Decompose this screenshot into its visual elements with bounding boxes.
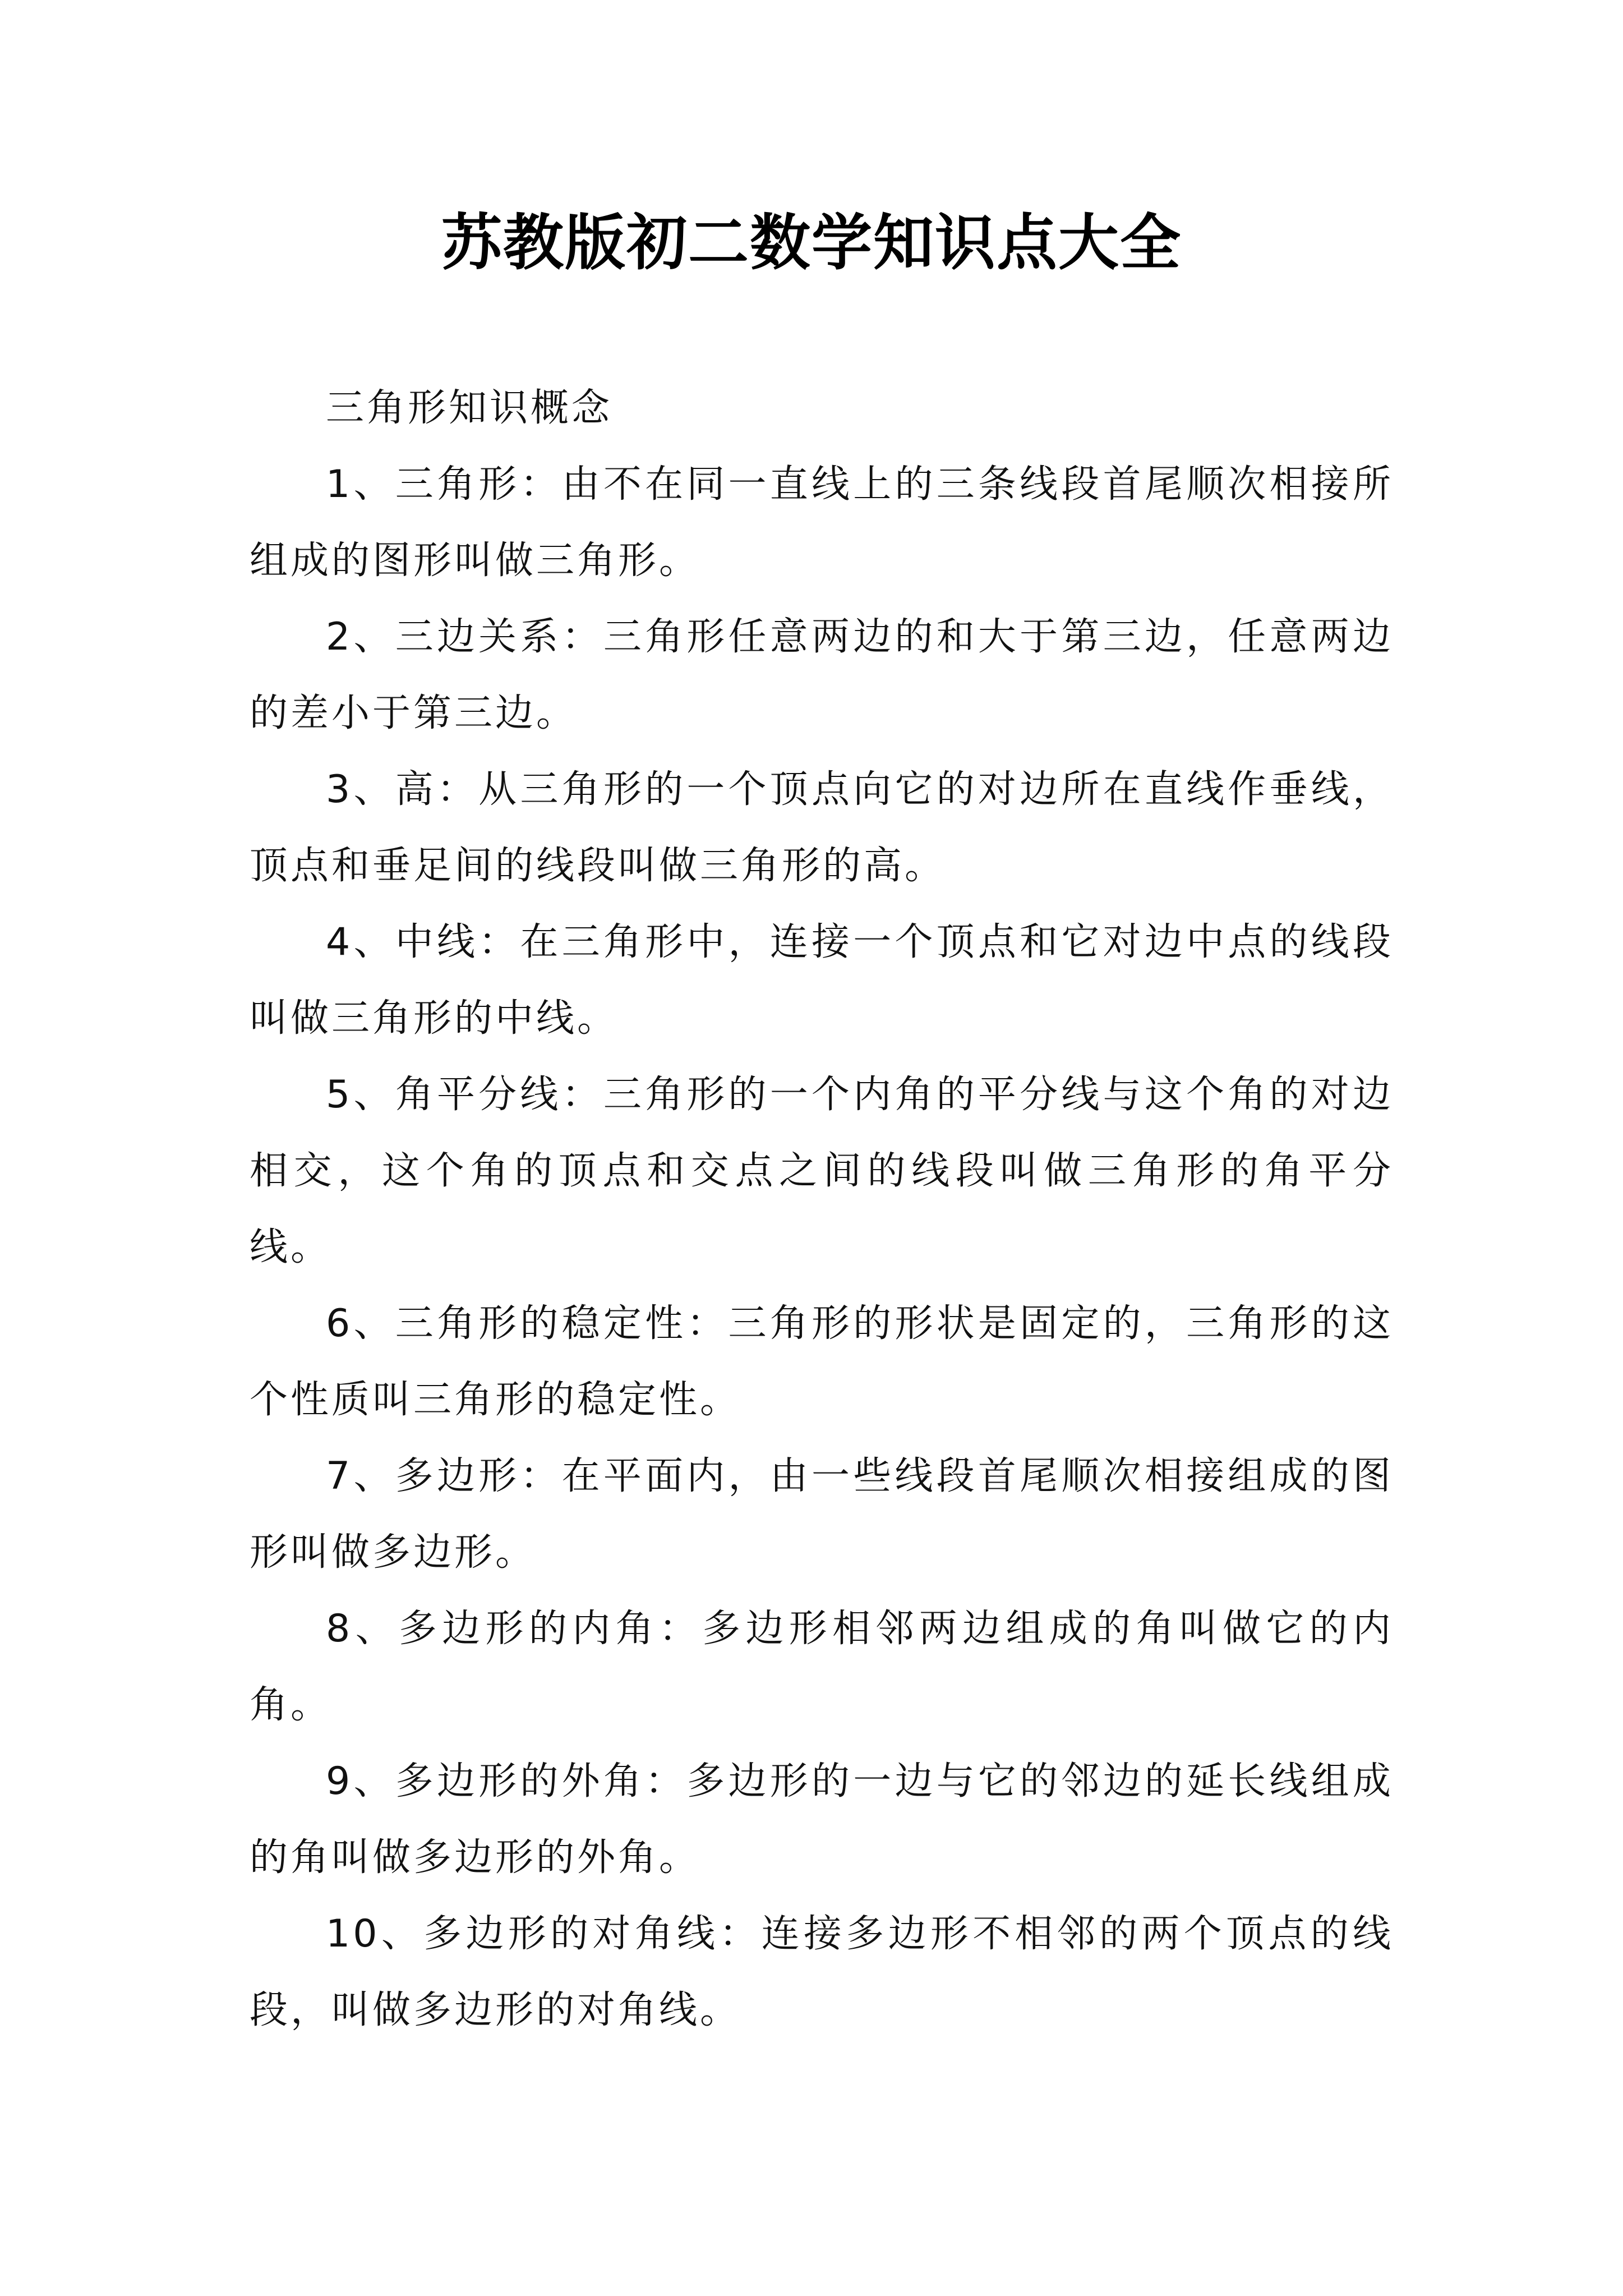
document-title: 苏教版初二数学知识点大全	[441, 208, 1182, 278]
paragraph-item-5: 5、角平分线：三角形的一个内角的平分线与这个角的对边相交，这个角的顶点和交点之间的线段叫做三角形的角平分线。	[250, 1073, 1394, 1269]
paragraph-item-1: 1、三角形：由不在同一直线上的三条线段首尾顺次相接所组成的图形叫做三角形。	[250, 462, 1394, 583]
paragraph-item-9: 9、多边形的外角：多边形的一边与它的邻边的延长线组成的角叫做多边形的外角。	[250, 1759, 1394, 1880]
section-heading: 三角形知识概念	[326, 386, 613, 430]
paragraph-item-10: 10、多边形的对角线：连接多边形不相邻的两个顶点的线段，叫做多边形的对角线。	[250, 1912, 1394, 2032]
paragraph-item-3: 3、高：从三角形的一个顶点向它的对边所在直线作垂线，顶点和垂足间的线段叫做三角形的高。	[250, 767, 1394, 888]
paragraph-item-8: 8、多边形的内角：多边形相邻两边组成的角叫做它的内角。	[250, 1607, 1394, 1727]
paragraph-item-7: 7、多边形：在平面内，由一些线段首尾顺次相接组成的图形叫做多边形。	[250, 1454, 1394, 1575]
paragraph-item-6: 6、三角形的稳定性：三角形的形状是固定的，三角形的这个性质叫三角形的稳定性。	[250, 1301, 1394, 1422]
document-body	[250, 370, 1394, 2049]
paragraph-item-4: 4、中线：在三角形中，连接一个顶点和它对边中点的线段叫做三角形的中线。	[250, 920, 1394, 1041]
paragraph-item-2: 2、三边关系：三角形任意两边的和大于第三边，任意两边的差小于第三边。	[250, 615, 1394, 735]
